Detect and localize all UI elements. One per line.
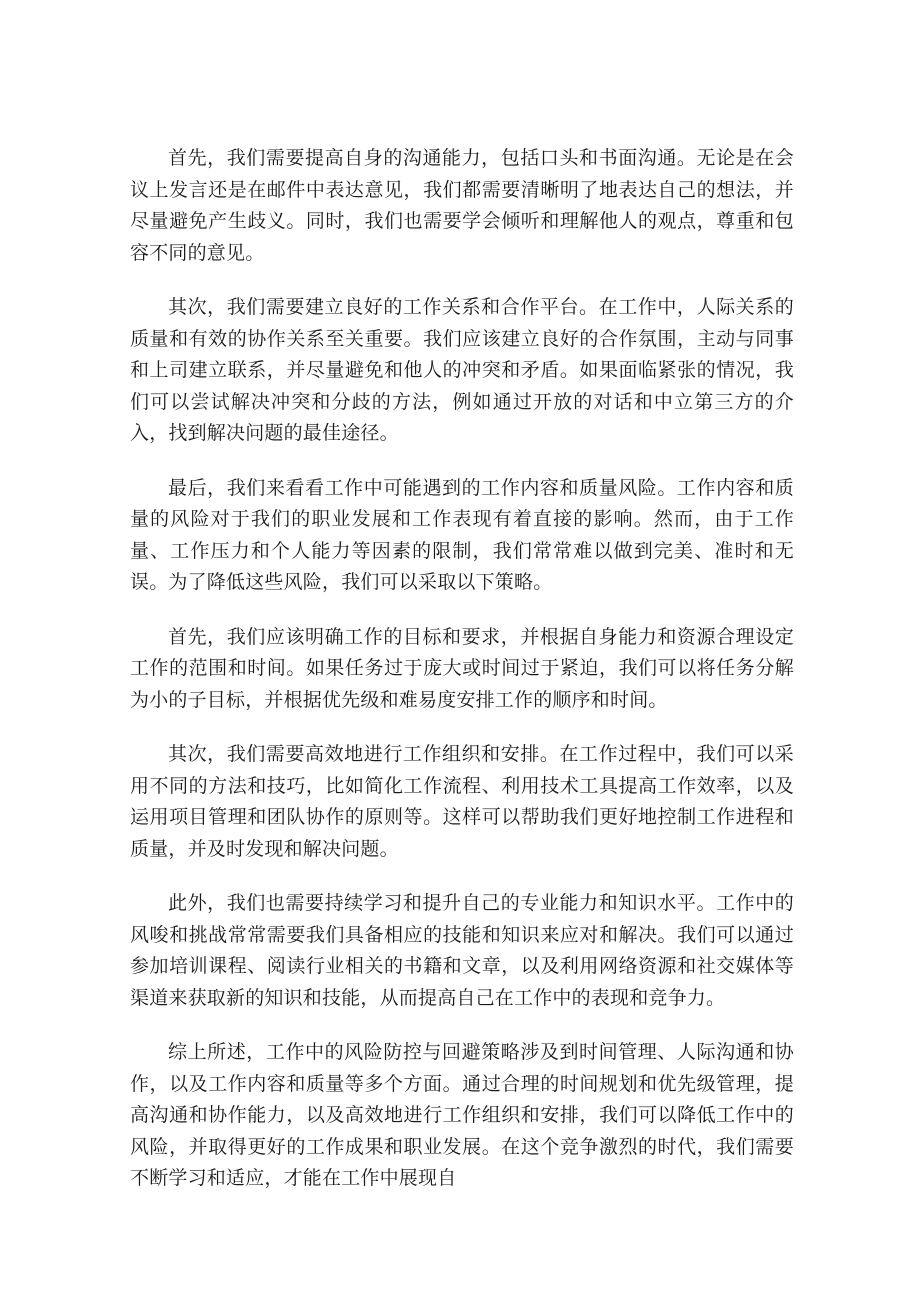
paragraph-relationships: 其次，我们需要建立良好的工作关系和合作平台。在工作中，人际关系的质量和有效的协作关系至关重要。我们应该建立良好的合作氛围，主动与同事和上司建立联系，并尽量避免和他人的冲突和矛盾。如果面临紧张的情况，我们可以尝试解决冲突和分歧的方法，例如通过开放的对话和中立第三方的介入，找到解决问题的最佳途径。 [130, 296, 794, 444]
paragraph-organization: 其次，我们需要高效地进行工作组织和安排。在工作过程中，我们可以采用不同的方法和技巧，比如简化工作流程、利用技术工具提高工作效率，以及运用项目管理和团队协作的原则等。这样可以帮助我们更好地控制工作进程和质量，并及时发现和解决问题。 [130, 743, 794, 860]
paragraph-goals: 首先，我们应该明确工作的目标和要求，并根据自身能力和资源合理设定工作的范围和时间。如果任务过于庞大或时间过于紧迫，我们可以将任务分解为小的子目标，并根据优先级和难易度安排工作的顺序和时间。 [130, 625, 794, 711]
paragraph-learning: 此外，我们也需要持续学习和提升自己的专业能力和知识水平。工作中的风唆和挑战常常需要我们具备相应的技能和知识来应对和解决。我们可以通过参加培训课程、阅读行业相关的书籍和文章，以及利用网络资源和社交媒体等渠道来获取新的知识和技能，从而提高自己在工作中的表现和竞争力。 [130, 892, 794, 1009]
document-page [130, 143, 794, 1195]
paragraph-communication: 首先，我们需要提高自身的沟通能力，包括口头和书面沟通。无论是在会议上发言还是在邮件中表达意见，我们都需要清晰明了地表达自己的想法，并尽量避免产生歧义。同时，我们也需要学会倾听和理解他人的观点，尊重和包容不同的意见。 [130, 147, 794, 264]
paragraph-quality-risk: 最后，我们来看看工作中可能遇到的工作内容和质量风险。工作内容和质量的风险对于我们的职业发展和工作表现有着直接的影响。然而，由于工作量、工作压力和个人能力等因素的限制，我们常常难以做到完美、准时和无误。为了降低这些风险，我们可以采取以下策略。 [130, 476, 794, 593]
paragraph-summary: 综上所述，工作中的风险防控与回避策略涉及到时间管理、人际沟通和协作，以及工作内容和质量等多个方面。通过合理的时间规划和优先级管理，提高沟通和协作能力，以及高效地进行工作组织和安排，我们可以降低工作中的风险，并取得更好的工作成果和职业发展。在这个竞争激烈的时代，我们需要不断学习和适应，才能在工作中展现自 [130, 1041, 794, 1189]
